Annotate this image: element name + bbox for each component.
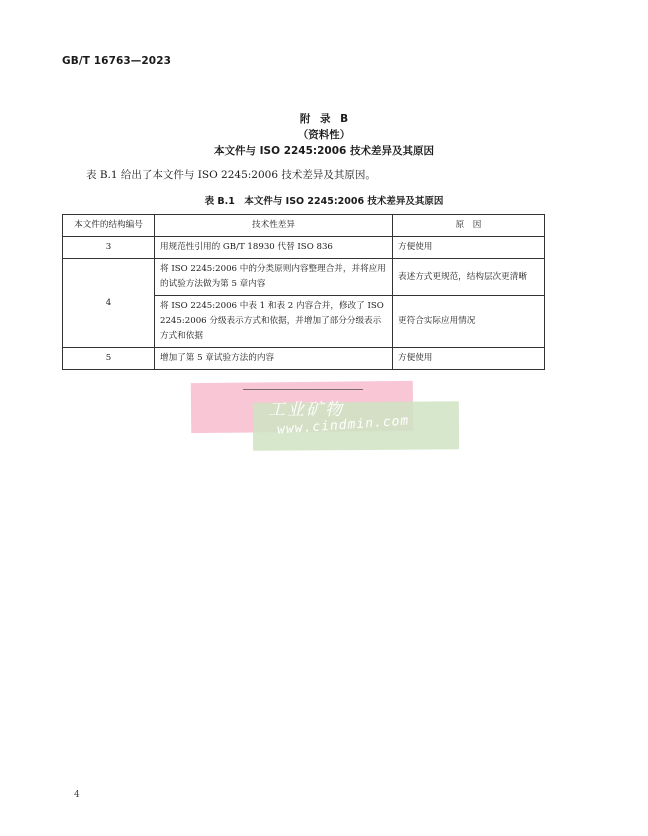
cell-technical-difference: 增加了第 5 章试验方法的内容: [155, 348, 393, 370]
cell-structure-number: 5: [63, 348, 155, 370]
intro-paragraph: 表 B.1 给出了本文件与 ISO 2245:2006 技术差异及其原因。: [86, 169, 376, 181]
cell-structure-number: 4: [63, 259, 155, 348]
differences-table: [62, 214, 545, 370]
page-number: 4: [74, 790, 80, 800]
cell-technical-difference: 将 ISO 2245:2006 中的分类原则内容整理合并，并将应用的试验方法做为第 5 章内容: [155, 259, 393, 296]
cell-reason: 表述方式更规范，结构层次更清晰: [393, 259, 545, 296]
cell-structure-number: 3: [63, 237, 155, 259]
header-reason: 原 因: [393, 215, 545, 237]
table-row: [63, 348, 545, 370]
annex-title: 附 录 B: [299, 113, 349, 125]
table-row: [63, 237, 545, 259]
table-header-row: [63, 215, 545, 237]
annex-nature: （资料性）: [297, 129, 351, 141]
cell-reason: 更符合实际应用情况: [393, 296, 545, 348]
annex-subject: 本文件与 ISO 2245:2006 技术差异及其原因: [213, 145, 434, 157]
table-caption: 表 B.1 本文件与 ISO 2245:2006 技术差异及其原因: [204, 196, 444, 207]
cell-technical-difference: 用规范性引用的 GB/T 18930 代替 ISO 836: [155, 237, 393, 259]
table-row: [63, 259, 545, 296]
standard-code: GB/T 16763—2023: [62, 55, 172, 67]
watermark-url: www.cindmin.com: [276, 413, 410, 438]
cell-reason: 方便使用: [393, 237, 545, 259]
watermark-title: 工业矿物: [268, 400, 344, 420]
header-technical-difference: 技术性差异: [155, 215, 393, 237]
watermark-line: [243, 389, 363, 390]
cell-reason: 方便使用: [393, 348, 545, 370]
header-structure-number: 本文件的结构编号: [63, 215, 155, 237]
cell-technical-difference: 将 ISO 2245:2006 中表 1 和表 2 内容合并，修改了 ISO 2245:2006 分级表示方式和依据，并增加了部分分级表示方式和依据: [155, 296, 393, 348]
